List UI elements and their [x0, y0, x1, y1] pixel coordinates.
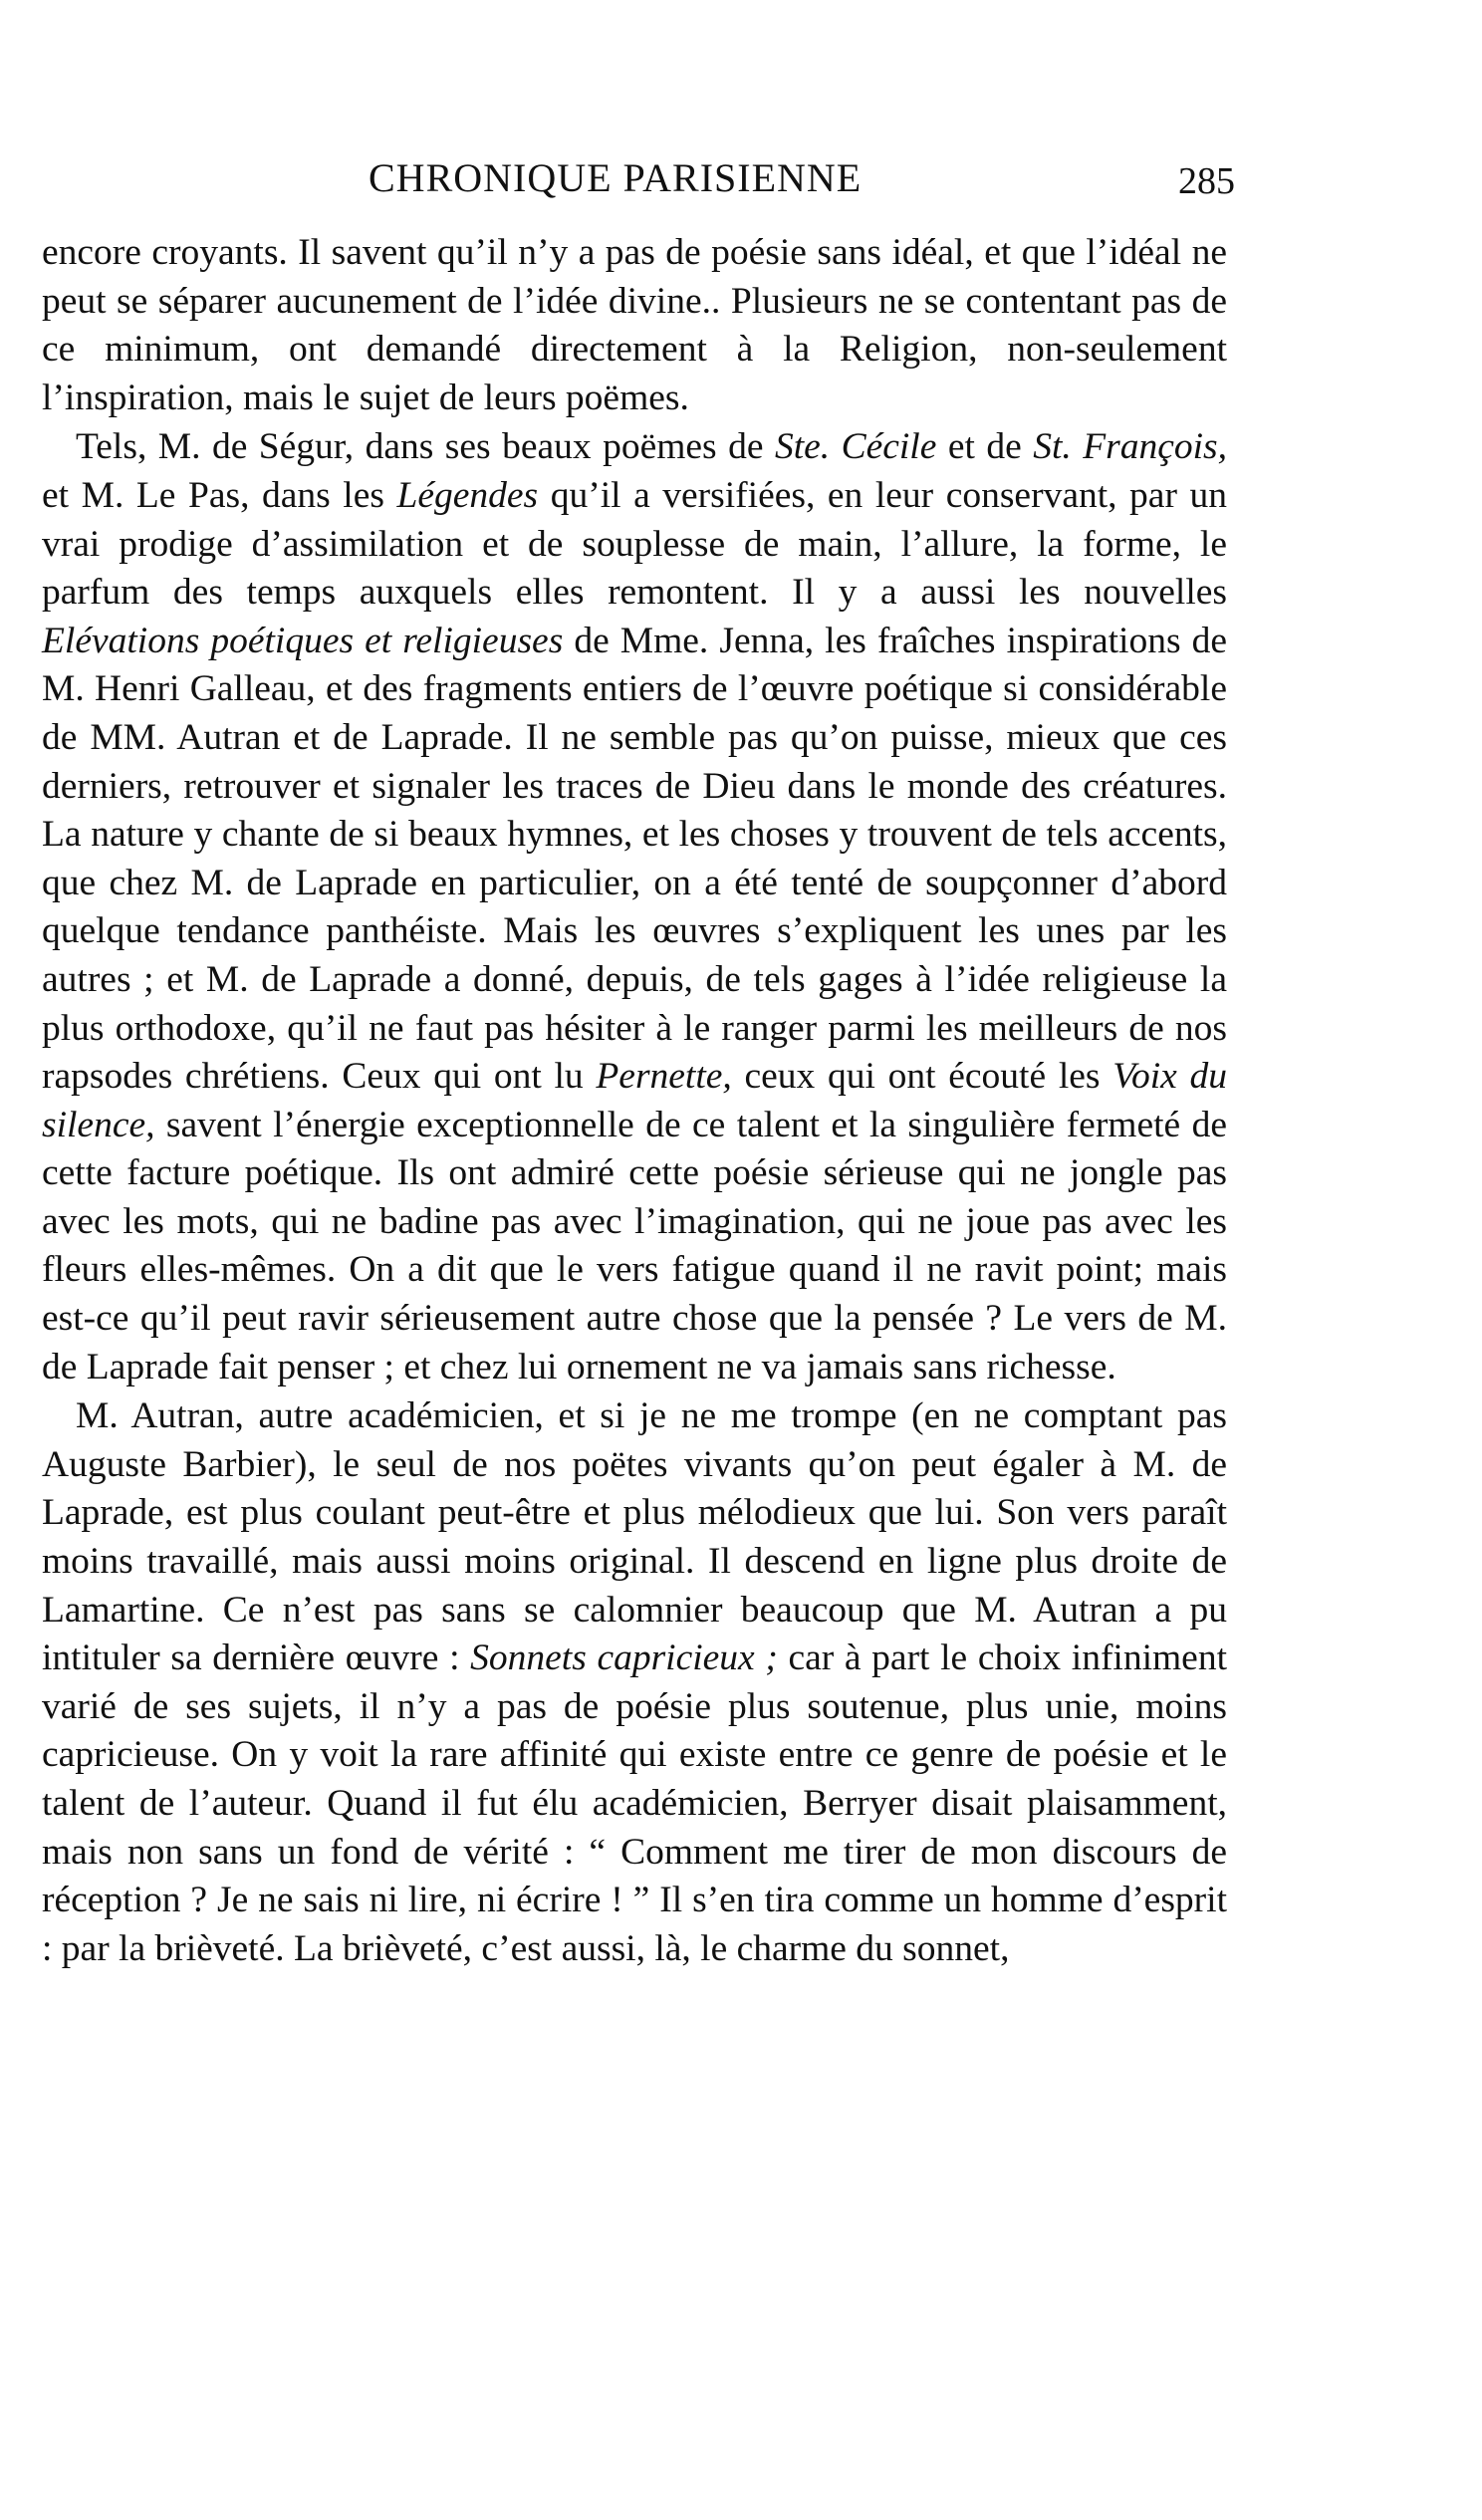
text-run: encore croyants. Il savent qu’il n’y a pas de poésie sans idéal, et que l’idéal ne peut se séparer aucunement de l’idée divine.. Plusieurs ne se contentant pas de ce minimum, ont demandé directement à la Religion, non-seulement l’inspiration, mais le sujet de leurs poëmes. [42, 232, 1227, 418]
text-run: qu’il a versifiées, en leur conservant, par un vrai prodige d’assimilation et de souplesse de main, l’allure, la forme, le parfum des temps auxquels elles remontent. Il y a aussi les nouvelles [42, 474, 1227, 614]
text-run: savent l’énergie exceptionnelle de ce talent et la singulière fermeté de cette facture poétique. Ils ont admiré cette poésie sérieuse qui ne jongle pas avec les mots, qui ne badine pas avec l’imagination, qui ne joue pas avec les fleurs elles-mêmes. On a dit que le vers fatigue quand il ne ravit point; mais est-ce qu’il peut ravir sérieusement autre chose que la pensée ? Le vers de M. de Laprade fait penser ; et chez lui ornement ne va jamais sans richesse. [42, 1104, 1227, 1387]
text-run: ceux qui ont écouté les [731, 1056, 1113, 1098]
italic-text: Légendes [396, 474, 539, 516]
text-run: car à part le choix infiniment varié de ses sujets, il n’y a pas de poésie plus soutenue, plus unie, moins capricieuse. On y voit la rare affinité qui existe entre ce genre de poésie et le talent de l’auteur. Quand il fut élu académicien, Berryer disait plaisamment, mais non sans un fond de vérité : “ Comment me tirer de mon discours de réception ? Je ne sais ni lire, ni écrire ! ” Il s’en tira comme un homme d’esprit : par la brièveté. La brièveté, c’est aussi, là, le charme du sonnet, [42, 1638, 1227, 1969]
text-run: de Mme. Jenna, les fraîches inspirations de M. Henri Galleau, et des fragments entiers de l’œuvre poétique si considérable de MM. Autran et de Laprade. Il ne semble pas qu’on puisse, mieux que ces derniers, retrouver et signaler les traces de Dieu dans le monde des créatures. La nature y chante de si beaux hymnes, et les choses y trouvent de tels accents, que chez M. de Laprade en particulier, on a été tenté de soupçonner d’abord quelque tendance panthéiste. Mais les œuvres s’expliquent les unes par les autres ; et M. de Laprade a donné, depuis, de tels gages à l’idée religieuse la plus orthodoxe, qu’il ne faut pas hésiter à le ranger parmi les meilleurs de nos rapsodes chrétiens. Ceux qui ont lu [42, 620, 1228, 1098]
text-run: et M. Le Pas, dans les [42, 474, 397, 516]
running-title: CHRONIQUE PARISIENNE [369, 155, 863, 200]
paragraph [42, 1392, 1227, 1973]
page-header [40, 154, 1235, 214]
paragraph [42, 423, 1227, 1391]
text-run: et de [936, 426, 1034, 468]
text-run: Tels, M. de Ségur, dans ses beaux poëmes de [76, 426, 775, 468]
italic-text: St. François, [1033, 426, 1227, 468]
body-text [42, 229, 1227, 1973]
italic-text: Voix du silence, [42, 1056, 1227, 1145]
italic-text: Pernette, [596, 1056, 732, 1098]
italic-text: Ste. Cécile [774, 426, 937, 468]
italic-text: Elévations poétiques et religieuses [42, 620, 564, 661]
paragraph [42, 229, 1227, 422]
text-run: M. Autran, autre académicien, et si je ne me trompe (en ne comptant pas Auguste Barbier), le seul de nos poëtes vivants qu’on peut égaler à M. de Laprade, est plus coulant peut-être et plus mélodieux que lui. Son vers paraît moins travaillé, mais aussi moins original. Il descend en ligne plus droite de Lamartine. Ce n’est pas sans se calomnier beaucoup que M. Autran a pu intituler sa dernière œuvre : [42, 1395, 1227, 1679]
page-number: 285 [1178, 160, 1235, 202]
italic-text: Sonnets capricieux ; [470, 1638, 778, 1679]
